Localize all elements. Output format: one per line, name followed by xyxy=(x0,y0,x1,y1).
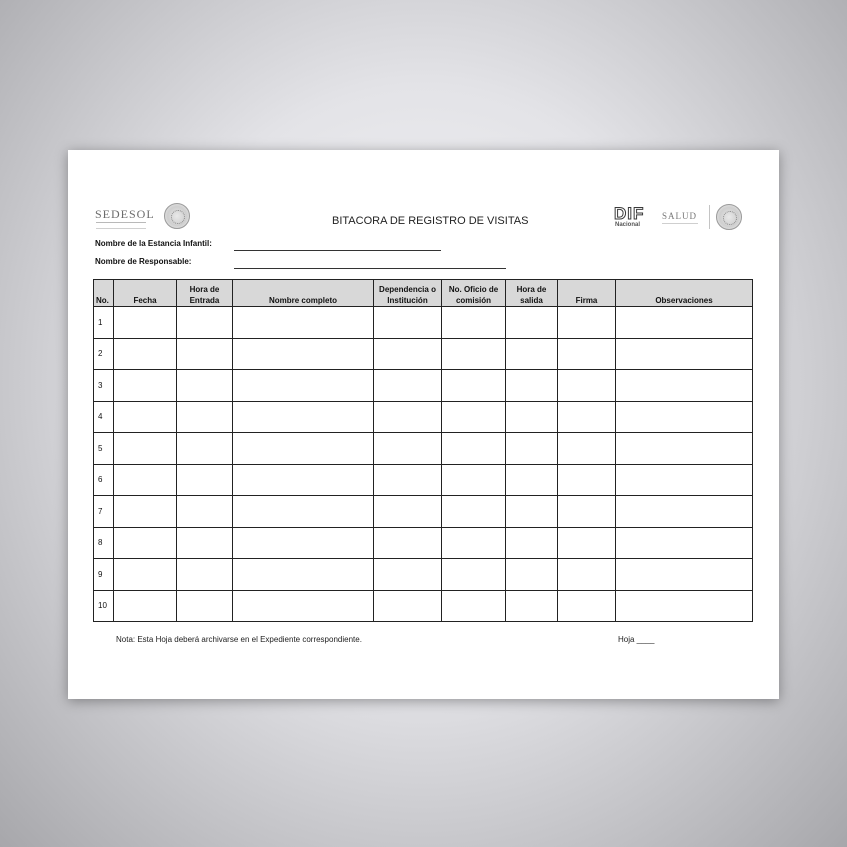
column-header-oficio-line1: No. Oficio de xyxy=(448,285,499,294)
table-cell[interactable] xyxy=(177,496,233,528)
table-cell[interactable] xyxy=(558,401,616,433)
row-number: 2 xyxy=(94,338,114,370)
row-number: 7 xyxy=(94,496,114,528)
logo-divider xyxy=(709,205,710,229)
table-cell[interactable] xyxy=(558,370,616,402)
row-number: 8 xyxy=(94,527,114,559)
table-cell[interactable] xyxy=(558,559,616,591)
table-cell[interactable] xyxy=(506,496,558,528)
column-header-hora-entrada xyxy=(177,280,233,307)
table-row xyxy=(94,527,753,559)
dif-logo-subtitle: Nacional xyxy=(615,222,641,228)
column-header-fecha: Fecha xyxy=(114,280,177,307)
column-header-hora-entrada-line2: Entrada xyxy=(189,296,220,305)
table-cell[interactable] xyxy=(442,307,506,339)
table-cell[interactable] xyxy=(177,401,233,433)
table-cell[interactable] xyxy=(177,370,233,402)
table-cell[interactable] xyxy=(616,559,753,591)
estancia-input-line[interactable] xyxy=(234,250,441,251)
table-cell[interactable] xyxy=(442,496,506,528)
table-cell[interactable] xyxy=(374,464,442,496)
page-number-field: Hoja ____ xyxy=(618,635,655,644)
table-cell[interactable] xyxy=(506,559,558,591)
column-header-firma: Firma xyxy=(558,280,616,307)
table-cell[interactable] xyxy=(442,401,506,433)
table-cell[interactable] xyxy=(506,370,558,402)
table-cell[interactable] xyxy=(506,433,558,465)
row-number: 3 xyxy=(94,370,114,402)
table-cell[interactable] xyxy=(233,338,374,370)
table-cell[interactable] xyxy=(233,433,374,465)
sedesol-logo-subtitle-lines xyxy=(96,222,146,229)
table-cell[interactable] xyxy=(506,338,558,370)
table-cell[interactable] xyxy=(616,401,753,433)
table-cell[interactable] xyxy=(233,527,374,559)
table-cell[interactable] xyxy=(114,307,177,339)
row-number: 4 xyxy=(94,401,114,433)
table-cell[interactable] xyxy=(374,370,442,402)
table-cell[interactable] xyxy=(616,527,753,559)
table-cell[interactable] xyxy=(177,433,233,465)
table-cell[interactable] xyxy=(114,496,177,528)
table-cell[interactable] xyxy=(558,590,616,622)
table-cell[interactable] xyxy=(442,559,506,591)
table-cell[interactable] xyxy=(506,307,558,339)
table-row xyxy=(94,590,753,622)
column-header-oficio-line2: comisión xyxy=(455,296,492,305)
table-cell[interactable] xyxy=(442,338,506,370)
table-row xyxy=(94,401,753,433)
table-cell[interactable] xyxy=(233,496,374,528)
salud-logo-text: SALUD xyxy=(662,211,698,221)
column-header-dependencia xyxy=(374,280,442,307)
estancia-label: Nombre de la Estancia Infantil: xyxy=(95,239,212,248)
table-cell[interactable] xyxy=(177,559,233,591)
table-cell[interactable] xyxy=(616,307,753,339)
sedesol-logo-text: SEDESOL xyxy=(95,207,155,221)
table-cell[interactable] xyxy=(233,464,374,496)
column-header-no: No. xyxy=(94,280,114,307)
column-header-hora-entrada-line1: Hora de xyxy=(189,285,220,294)
row-number: 1 xyxy=(94,307,114,339)
table-cell[interactable] xyxy=(114,527,177,559)
document-title: BITACORA DE REGISTRO DE VISITAS xyxy=(332,215,529,227)
row-number: 6 xyxy=(94,464,114,496)
column-header-observaciones: Observaciones xyxy=(616,280,753,307)
column-header-nombre: Nombre completo xyxy=(233,280,374,307)
table-cell[interactable] xyxy=(114,590,177,622)
table-cell[interactable] xyxy=(374,559,442,591)
table-cell[interactable] xyxy=(506,401,558,433)
seal-icon xyxy=(164,203,190,229)
table-cell[interactable] xyxy=(233,559,374,591)
footer-note: Nota: Esta Hoja deberá archivarse en el Expediente correspondiente. xyxy=(116,635,362,644)
table-cell[interactable] xyxy=(233,590,374,622)
table-cell[interactable] xyxy=(177,464,233,496)
table-cell[interactable] xyxy=(114,559,177,591)
table-cell[interactable] xyxy=(616,590,753,622)
document-sheet xyxy=(68,150,779,699)
table-row xyxy=(94,464,753,496)
table-cell[interactable] xyxy=(177,338,233,370)
table-cell[interactable] xyxy=(616,370,753,402)
table-cell[interactable] xyxy=(374,307,442,339)
column-header-dependencia-line2: Institución xyxy=(387,296,428,305)
table-cell[interactable] xyxy=(374,590,442,622)
column-header-oficio xyxy=(442,280,506,307)
table-cell[interactable] xyxy=(177,527,233,559)
table-cell[interactable] xyxy=(114,338,177,370)
column-header-dependencia-line1: Dependencia o xyxy=(379,285,436,294)
table-cell[interactable] xyxy=(374,401,442,433)
table-row xyxy=(94,496,753,528)
table-header-row xyxy=(94,280,753,307)
table-cell[interactable] xyxy=(442,590,506,622)
table-cell[interactable] xyxy=(558,464,616,496)
table-cell[interactable] xyxy=(506,464,558,496)
table-row xyxy=(94,338,753,370)
table-cell[interactable] xyxy=(558,338,616,370)
dif-salud-logos xyxy=(614,202,754,232)
row-number: 9 xyxy=(94,559,114,591)
table-cell[interactable] xyxy=(233,401,374,433)
table-cell[interactable] xyxy=(506,527,558,559)
visits-table xyxy=(93,279,753,622)
table-cell[interactable] xyxy=(374,527,442,559)
table-cell[interactable] xyxy=(616,338,753,370)
table-cell[interactable] xyxy=(374,496,442,528)
row-number: 5 xyxy=(94,433,114,465)
table-cell[interactable] xyxy=(233,370,374,402)
table-cell[interactable] xyxy=(177,307,233,339)
table-cell[interactable] xyxy=(616,496,753,528)
table-cell[interactable] xyxy=(442,464,506,496)
table-cell[interactable] xyxy=(233,307,374,339)
table-cell[interactable] xyxy=(506,590,558,622)
table-cell[interactable] xyxy=(442,527,506,559)
table-row xyxy=(94,559,753,591)
table-cell[interactable] xyxy=(616,433,753,465)
column-header-hora-salida-line1: Hora de xyxy=(516,285,547,294)
responsable-label: Nombre de Responsable: xyxy=(95,257,192,266)
table-row xyxy=(94,307,753,339)
table-cell[interactable] xyxy=(114,370,177,402)
table-cell[interactable] xyxy=(374,338,442,370)
table-cell[interactable] xyxy=(616,464,753,496)
table-cell[interactable] xyxy=(558,527,616,559)
table-cell[interactable] xyxy=(558,307,616,339)
salud-logo-subtitle-line xyxy=(662,223,698,227)
table-cell[interactable] xyxy=(374,433,442,465)
table-cell[interactable] xyxy=(114,464,177,496)
sedesol-logo xyxy=(95,202,195,232)
table-cell[interactable] xyxy=(177,590,233,622)
column-header-hora-salida xyxy=(506,280,558,307)
table-cell[interactable] xyxy=(442,433,506,465)
row-number: 10 xyxy=(94,590,114,622)
dif-logo-text: DIF xyxy=(614,204,645,223)
table-cell[interactable] xyxy=(558,496,616,528)
table-cell[interactable] xyxy=(114,401,177,433)
column-header-hora-salida-line2: salida xyxy=(520,296,543,305)
seal-icon xyxy=(716,204,742,230)
table-cell[interactable] xyxy=(558,433,616,465)
table-cell[interactable] xyxy=(114,433,177,465)
table-row xyxy=(94,370,753,402)
table-cell[interactable] xyxy=(442,370,506,402)
responsable-input-line[interactable] xyxy=(234,268,506,269)
table-row xyxy=(94,433,753,465)
